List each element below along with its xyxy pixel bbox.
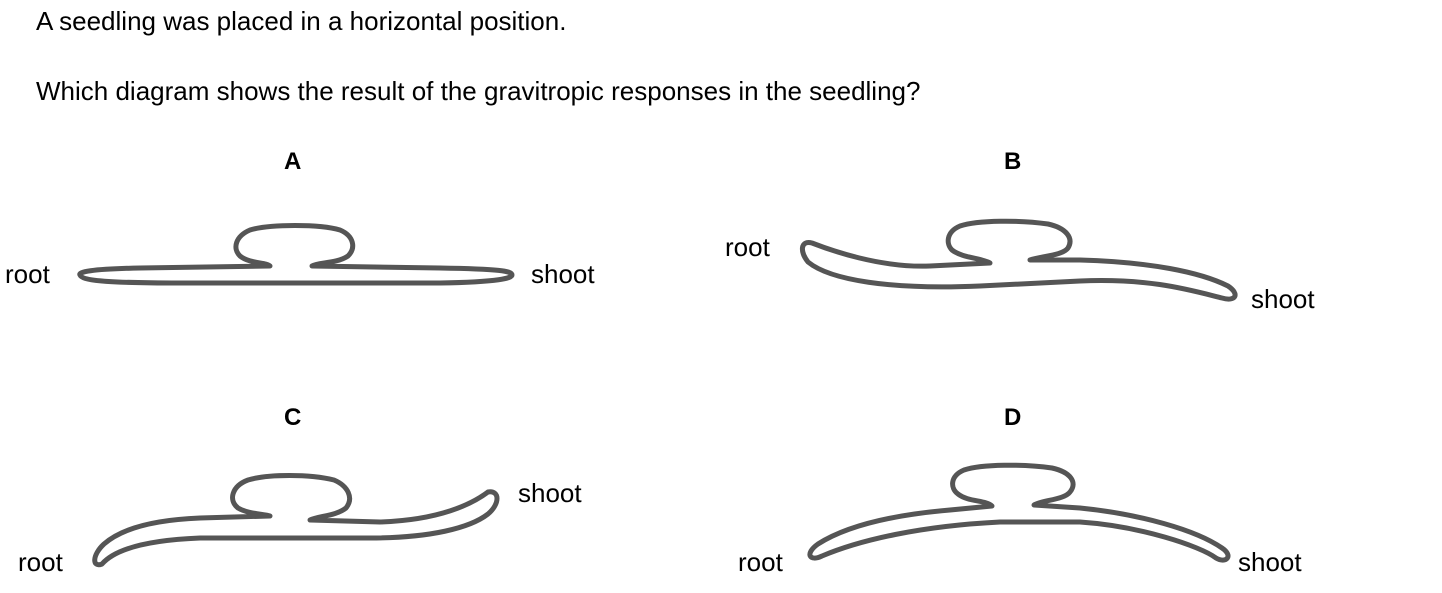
option-d-root-label: root (738, 547, 783, 577)
option-b-shoot-label: shoot (1251, 284, 1315, 314)
option-d-seedling[interactable] (810, 465, 1228, 560)
option-c-letter[interactable]: C (284, 404, 302, 431)
option-a-shoot-label: shoot (531, 259, 595, 289)
option-a-letter[interactable]: A (284, 148, 302, 175)
option-d-shoot-label: shoot (1238, 547, 1302, 577)
question-statement: A seedling was placed in a horizontal position. (36, 6, 567, 36)
option-c-root-label: root (18, 547, 63, 577)
option-b-seedling[interactable] (802, 221, 1235, 299)
option-c-shoot-label: shoot (518, 478, 582, 508)
option-a-seedling[interactable] (80, 226, 512, 284)
option-b-root-label: root (725, 232, 770, 262)
option-c-seedling[interactable] (95, 476, 497, 565)
option-b-letter[interactable]: B (1004, 148, 1022, 175)
question-prompt: Which diagram shows the result of the gravitropic responses in the seedling? (36, 76, 921, 106)
option-d-letter[interactable]: D (1004, 404, 1022, 431)
option-a-root-label: root (5, 259, 50, 289)
